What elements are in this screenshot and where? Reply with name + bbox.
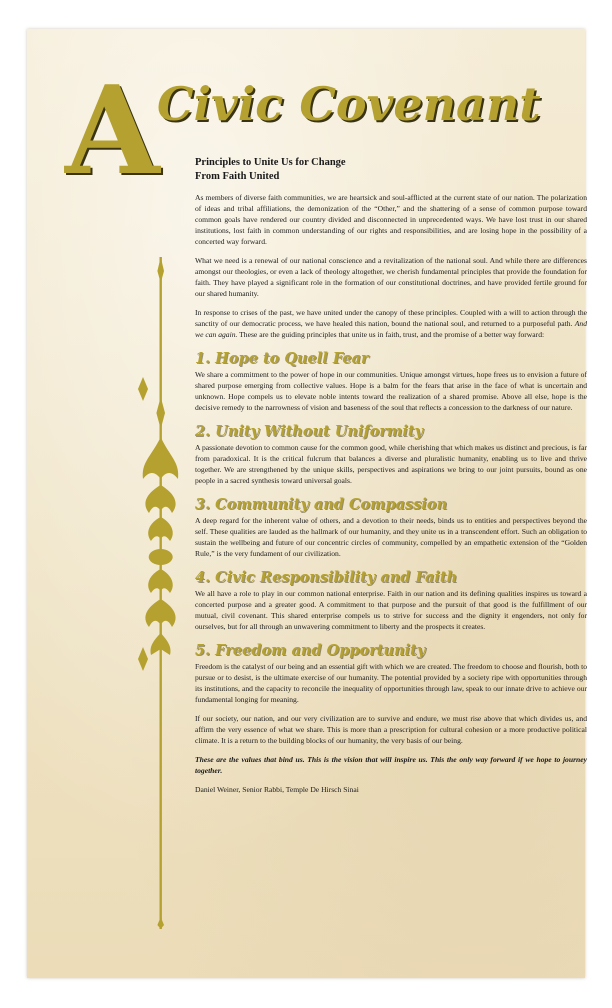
intro-paragraph-3-tail: These are the guiding principles that unite us in faith, trust, and the promise of a better way forward: — [239, 330, 545, 339]
intro-paragraph-1: As members of diverse faith communities, we are heartsick and soul-afflicted at the current state of our nation. The polarization of ideas and tribal affiliations, the demonization of the “Other,” and the shattering of a sense of common purpose toward common goals have rendered our country divided and disconnected in unprecedented ways. We have lost trust in our shared institutions, lost faith in common understanding of our rights and responsibilities, and are losing hope in the possibility of a concerted way forward. — [195, 193, 587, 246]
principle-1-body: We share a commitment to the power of hope in our communities. Unique amongst virtues, hope frees us to envision a future of shared purpose emerging from collective values. Hope is a balm for the fears that arise in the face of what is uncertain and unknown. Hope compels us to elevate noble intents toward the realization of a shared promise. Above all else, hope is the decisive remedy to the narrowness of vision and baseness of the soul that reflects a concession to the darkness of our nature. — [195, 370, 587, 412]
subtitle-line-1: Principles to Unite Us for Change — [195, 157, 346, 168]
principle-5-body: Freedom is the catalyst of our being and an essential gift with which we are created. The freedom to choose and flourish, both to pursue or to desist, is the ultimate exercise of our humanity. The potential provided by a society ripe with opportunities through its institutions, and the capacity to reconcile the inequality of opportunities through law, speak to our innate drive to achieve our fundamental longing for meaning. — [195, 662, 587, 704]
principle-2-heading: 2. Unity Without Uniformity — [195, 423, 424, 440]
decorative-initial-a: A — [65, 58, 160, 202]
principle-4-heading: 4. Civic Responsibility and Faith — [195, 569, 458, 586]
signature: Daniel Weiner, Senior Rabbi, Temple De Hirsch Sinai — [195, 785, 359, 794]
closing-statement: These are the values that bind us. This is the vision that will inspire us. This the only way forward if we hope to journey together. — [195, 755, 587, 775]
subtitle-line-2: From Faith United — [195, 171, 280, 182]
intro-paragraph-3-text: In response to crises of the past, we have united under the canopy of these principles. Coupled with a will to action through the sanctity of our democratic process, we have healed this nation, bound the national soul, and returned to a purposeful path. — [195, 308, 587, 328]
page-title: Civic Covenant — [157, 77, 541, 131]
intro-paragraph-3 — [195, 307, 587, 340]
subtitle — [195, 156, 346, 184]
principle-3-heading: 3. Community and Compassion — [195, 496, 448, 513]
principle-3-body: A deep regard for the inherent value of others, and a devotion to their needs, binds us to entities and perspectives beyond the self. These qualities are lauded as the hallmark of our humanity, and they unite us in a transcendent effort. Such an obligation to sustain the wellbeing and future of our concentric circles of community, compelled by an empathetic extension of the “Golden Rule,” is the very fundament of our civilization. — [195, 516, 587, 558]
principle-2-body: A passionate devotion to common cause for the common good, while cherishing that which makes us distinct and precious, is far from paradoxical. It is the critical fulcrum that balances a diverse and pluralistic humanity, enabling us to live and thrive together. We are strengthened by the unique skills, perspectives and aspirations we bring to our joint pursuits, bound as one people in a sacred synthesis toward universal goals. — [195, 443, 587, 485]
covenant-text — [195, 192, 587, 803]
principle-4-body: We all have a role to play in our common national enterprise. Faith in our nation and its defining qualities inspires us toward a concerted purpose and a greater good. A commitment to that purpose and the pursuit of that good is the fulfillment of our mutual, civil covenant. This shared enterprise compels us to strive for success and the dignity it engenders, not only for ourselves, but for all through an unwavering commitment to liberty and the prospects it creates. — [195, 589, 587, 631]
intro-paragraph-2: What we need is a renewal of our national conscience and a revitalization of the national soul. And while there are differences amongst our theologies, or even a lack of theology altogether, we cherish fundamental principles that provide the foundation for faith. They have played a significant role in the formation of our constitutional doctrines, and have provided fertile ground for our shared humanity. — [195, 256, 587, 298]
fleur-ornament-icon — [131, 257, 191, 929]
covenant-poster — [27, 29, 585, 978]
conclusion-paragraph: If our society, our nation, and our very civilization are to survive and endure, we must rise above that which divides us, and affirm the very essence of what we share. This is more than a prescription for cultural cohesion or a more productive political climate. It is a return to the building blocks of our humanity, the very basis of our being. — [195, 714, 587, 745]
principle-5-heading: 5. Freedom and Opportunity — [195, 642, 426, 659]
intro-emphasis: And we can again. — [195, 319, 587, 339]
principle-1-heading: 1. Hope to Quell Fear — [195, 350, 369, 367]
